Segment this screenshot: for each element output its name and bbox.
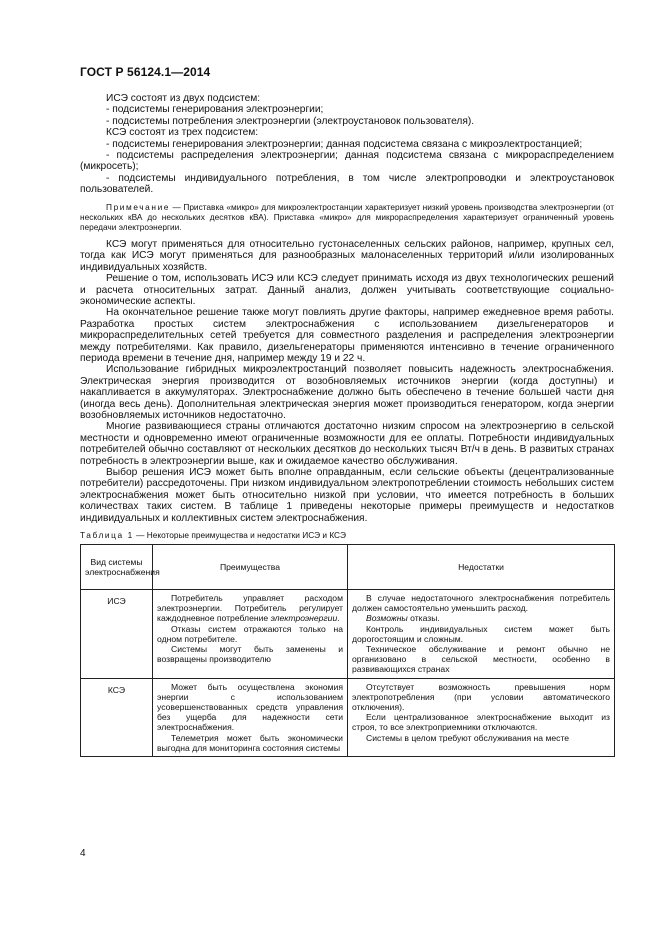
advantages-cell [153,590,348,679]
item-text: Потребитель управляет расходом электроэнергии. Потребитель регулирует каждодневное потребление [157,593,343,624]
item-text-tail: . [337,613,340,624]
advantage-item [157,644,343,664]
document-body [80,93,614,757]
disadvantage-item [352,733,610,743]
item-text: Отказы систем отражаются только на одном потребителе. [157,623,343,644]
body-paragraph: Решение о том, использовать ИСЭ или КСЭ следует принимать исходя из двух технологических решений и расчета относительных затрат. Данный анализ, должен учитывать соответствующие социально-экономические аспекты. [80,273,614,307]
ise-heading: ИСЭ состоят из двух подсистем: [106,93,261,104]
table-row [81,678,615,756]
body-paragraph: КСЭ могут применяться для относительно густонаселенных сельских районов, например, крупных сел, тогда как ИСЭ могут применяться для разнообразных малонаселенных территорий и/или изолированных индивидуальных хозяйств. [80,238,614,273]
header-system-type: Вид системы электроснабжения [81,545,153,590]
body-paragraph: На окончательное решение также могут повлиять другие факторы, например ежедневное время работы. Разработка простых систем электроснабжения с использованием дизельгенераторов и микрораспределительных сетей требуется для совместного разделения и распределения электроэнергии между потребителями. Как правило, дизельгенераторы применяются интенсивно в течение ограниченного периода времени в течение дня, например между 19 и 22 ч. [80,307,614,364]
system-type-cell: КСЭ [81,678,153,756]
advantage-item [157,733,343,753]
system-type-cell: ИСЭ [81,590,153,679]
note-text: — Приставка «микро» для микроэлектростанции характеризует низкий уровень производства электроэнергии (от нескольких кВА до нескольких десятков кВА). Приставка «микро» для микрораспределения характеризует ограниченный уровень передачи электроэнергии. [80,201,614,233]
document-header: ГОСТ Р 56124.1—2014 [80,65,211,79]
table-caption-text: — Некоторые преимущества и недостатки ИСЭ и КСЭ [133,530,346,541]
kse-heading: КСЭ состоят из трех подсистем: [106,127,259,139]
kse-item: - подсистемы распределения электроэнергии; данная подсистема связана с микрораспределением (микросеть); [80,150,614,173]
item-text-tail: отказы. [407,613,440,624]
disadvantage-item [352,682,610,713]
item-text: Системы могут быть заменены и возвращены производителю [157,644,343,665]
disadvantage-item [352,593,610,613]
advantage-item [157,682,343,733]
item-text: Техническое обслуживание и ремонт обычно не организовано в сельской местности, особенно в развивающихся странах [352,644,610,675]
kse-item: - подсистемы генерирования электроэнергии; данная подсистема связана с микроэлектростанцией; [106,138,583,150]
note-label: Примечание [106,201,171,212]
ise-item: - подсистемы генерирования электроэнергии; [106,104,324,116]
item-text: Контроль индивидуальных систем может быть дорогостоящим и сложным. [352,623,610,644]
disadvantage-item [352,644,610,675]
disadvantage-item [352,613,610,623]
comparison-table [80,544,615,757]
item-text: Телеметрия может быть экономически выгодна для мониторинга состояния системы [157,732,343,753]
page-number: 4 [80,848,86,859]
body-paragraph: Выбор решения ИСЭ может быть вполне оправданным, если сельские объекты (децентрализованные потребители) рассредоточены. При низком индивидуальном электропотреблении стоимость небольших систем электроснабжения может быть относительно низкой при условии, что имеется потребность в больших количествах таких систем. В таблице 1 приведены некоторые примеры преимуществ и недостатков индивидуальных и коллективных систем электроснабжения. [80,467,614,524]
disadvantage-item [352,624,610,644]
table-caption [80,530,614,540]
header-disadvantages: Недостатки [348,545,615,590]
disadvantages-cell [348,590,615,679]
advantage-item [157,593,343,624]
item-text: Может быть осуществлена экономия энергии с использованием усовершенствованных средств управления без ущерба для надежности сети электроснабжения. [157,681,343,733]
kse-item: - подсистемы индивидуального потребления, в том числе электропроводки и электроустановок пользователей. [80,172,614,196]
advantages-cell [153,678,348,756]
table-caption-label: Таблица 1 [80,530,134,541]
item-emphasis: электроэнергии [270,613,338,624]
advantage-item [157,624,343,644]
disadvantages-cell [348,678,615,756]
table-header-row [81,545,615,590]
item-text: Отсутствует возможность превышения норм электропотребления (при условии автоматического отключения). [352,681,610,713]
body-paragraph: Использование гибридных микроэлектростанций позволяет повысить надежность электроснабжения. Электрическая энергия производится от возобновляемых источников энергии (когда доступны) и накапливается в аккумуляторах. Электроснабжение должно быть обеспечено в течение большей части дня (иногда весь день). Дополнительная электрическая энергия может производиться генератором, когда энергии возобновляемых источников недостаточно. [80,364,614,421]
note [80,202,614,233]
header-advantages: Преимущества [153,545,348,590]
item-text: В случае недостаточного электроснабжения потребитель должен самостоятельно уменьшить расход. [352,593,610,614]
item-text: Если централизованное электроснабжение выходит из строя, то все электроприемники отключаются. [352,712,610,733]
table-row [81,590,615,679]
disadvantage-item [352,712,610,732]
body-paragraph: Многие развивающиеся страны отличаются достаточно низким спросом на электроэнергию в сельской местности и одновременно имеют ограниченные возможности для ее оплаты. Потребности индивидуальных потребителей обычно составляют от нескольких десятков до нескольких тысяч Вт/ч в день. В развитых странах потребность в электроэнергии выше, как и ожидаемое качество обслуживания. [80,421,614,467]
ise-item: - подсистемы потребления электроэнергии (электроустановок пользователя). [106,115,475,127]
item-text: Системы в целом требуют обслуживания на месте [366,732,570,743]
item-emphasis: Возможны [366,613,408,624]
